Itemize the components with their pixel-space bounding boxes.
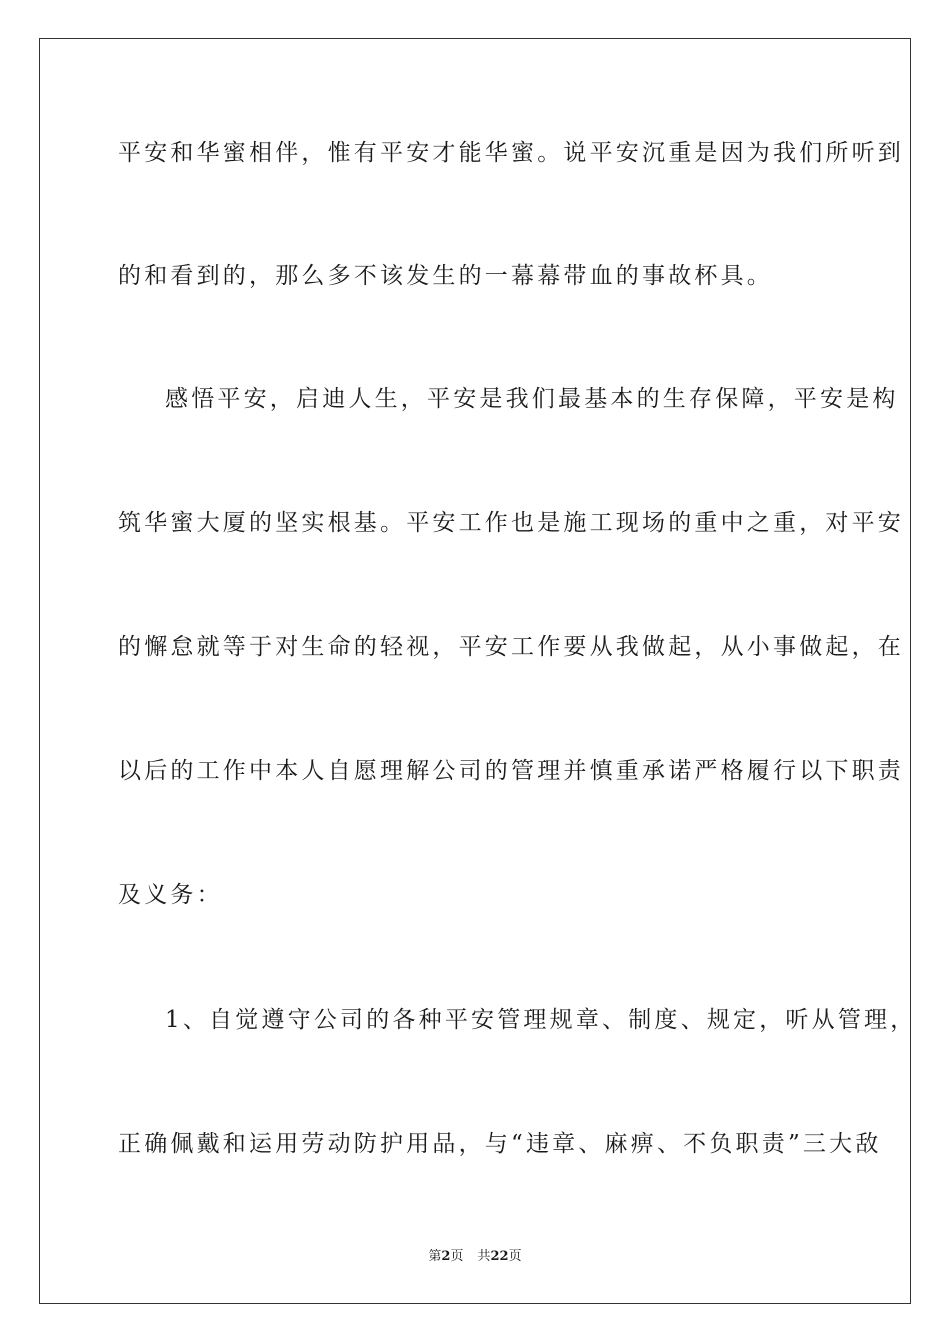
text-line: 正确佩戴和运用劳动防护用品，与“违章、麻痹、不负职责”三大敌	[118, 1131, 882, 1157]
text-line: 的懈怠就等于对生命的轻视，平安工作要从我做起，从小事做起，在	[118, 634, 904, 660]
page-prefix: 第	[428, 1249, 442, 1264]
total-pages: 22	[490, 1249, 509, 1264]
page-footer	[0, 1248, 950, 1266]
text-line: 及义务：	[118, 882, 223, 908]
list-item-first-line: 1、自觉遵守公司的各种平安管理规章、制度、规定，听从管理，	[165, 1007, 917, 1033]
page-number: 2	[441, 1249, 451, 1264]
paragraph-first-line: 感悟平安，启迪人生，平安是我们最基本的生存保障，平安是构	[165, 386, 899, 412]
text-line: 以后的工作中本人自愿理解公司的管理并慎重承诺严格履行以下职责	[118, 758, 904, 784]
text-line: 筑华蜜大厦的坚实根基。平安工作也是施工现场的重中之重，对平安	[118, 510, 904, 536]
total-prefix: 共	[477, 1249, 491, 1264]
total-suffix: 页	[508, 1249, 522, 1264]
text-line: 的和看到的，那么多不该发生的一幕幕带血的事故杯具。	[118, 263, 773, 289]
page-border	[39, 38, 917, 1304]
text-line: 平安和华蜜相伴，惟有平安才能华蜜。说平安沉重是因为我们所听到	[118, 140, 904, 166]
page-suffix: 页	[450, 1249, 464, 1264]
